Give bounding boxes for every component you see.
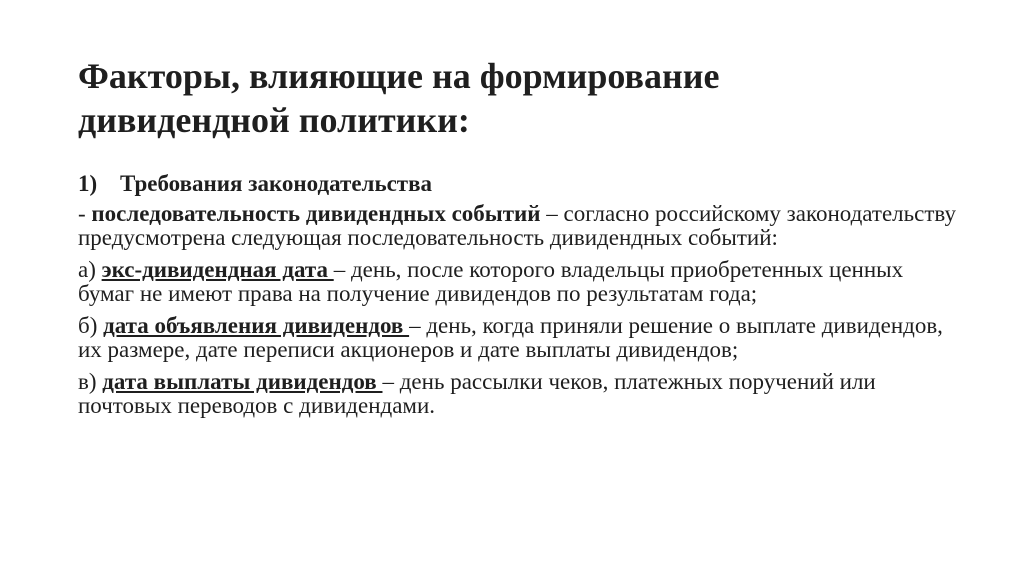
item-term: экс-дивидендная дата	[101, 257, 334, 282]
item-text: – день, когда приняли решение о выплате дивидендов, их размере, дате переписи акционеров и дате выплаты дивидендов;	[78, 313, 943, 362]
list-item-payment-date	[78, 370, 958, 418]
item-text: – день, после которого владельцы приобретенных ценных бумаг не имеют права на получение дивидендов по результатам года;	[78, 257, 904, 306]
list-item-ex-dividend-date	[78, 258, 958, 306]
intro-paragraph	[78, 202, 958, 250]
list-item-declaration-date	[78, 314, 958, 362]
intro-text: – согласно российскому законодательству предусмотрена следующая последовательность дивидендных событий:	[78, 201, 956, 250]
title-line-1: Факторы, влияющие на формирование	[78, 56, 720, 96]
section-number: 1)	[78, 171, 98, 196]
title-line-2: дивидендной политики:	[78, 100, 470, 140]
item-term: дата выплаты дивидендов	[102, 369, 383, 394]
slide-body	[78, 172, 958, 426]
section-label: Требования законодательства	[120, 171, 433, 196]
slide-title	[78, 54, 958, 142]
intro-term: последовательность дивидендных событий	[91, 201, 541, 226]
item-text: – день рассылки чеков, платежных поручений или почтовых переводов с дивидендами.	[78, 369, 876, 418]
intro-prefix: -	[78, 201, 92, 226]
item-term: дата объявления дивидендов	[103, 313, 410, 338]
item-marker: б)	[78, 313, 104, 338]
item-marker: в)	[78, 369, 103, 394]
item-marker: а)	[78, 257, 102, 282]
section-heading	[78, 172, 958, 196]
